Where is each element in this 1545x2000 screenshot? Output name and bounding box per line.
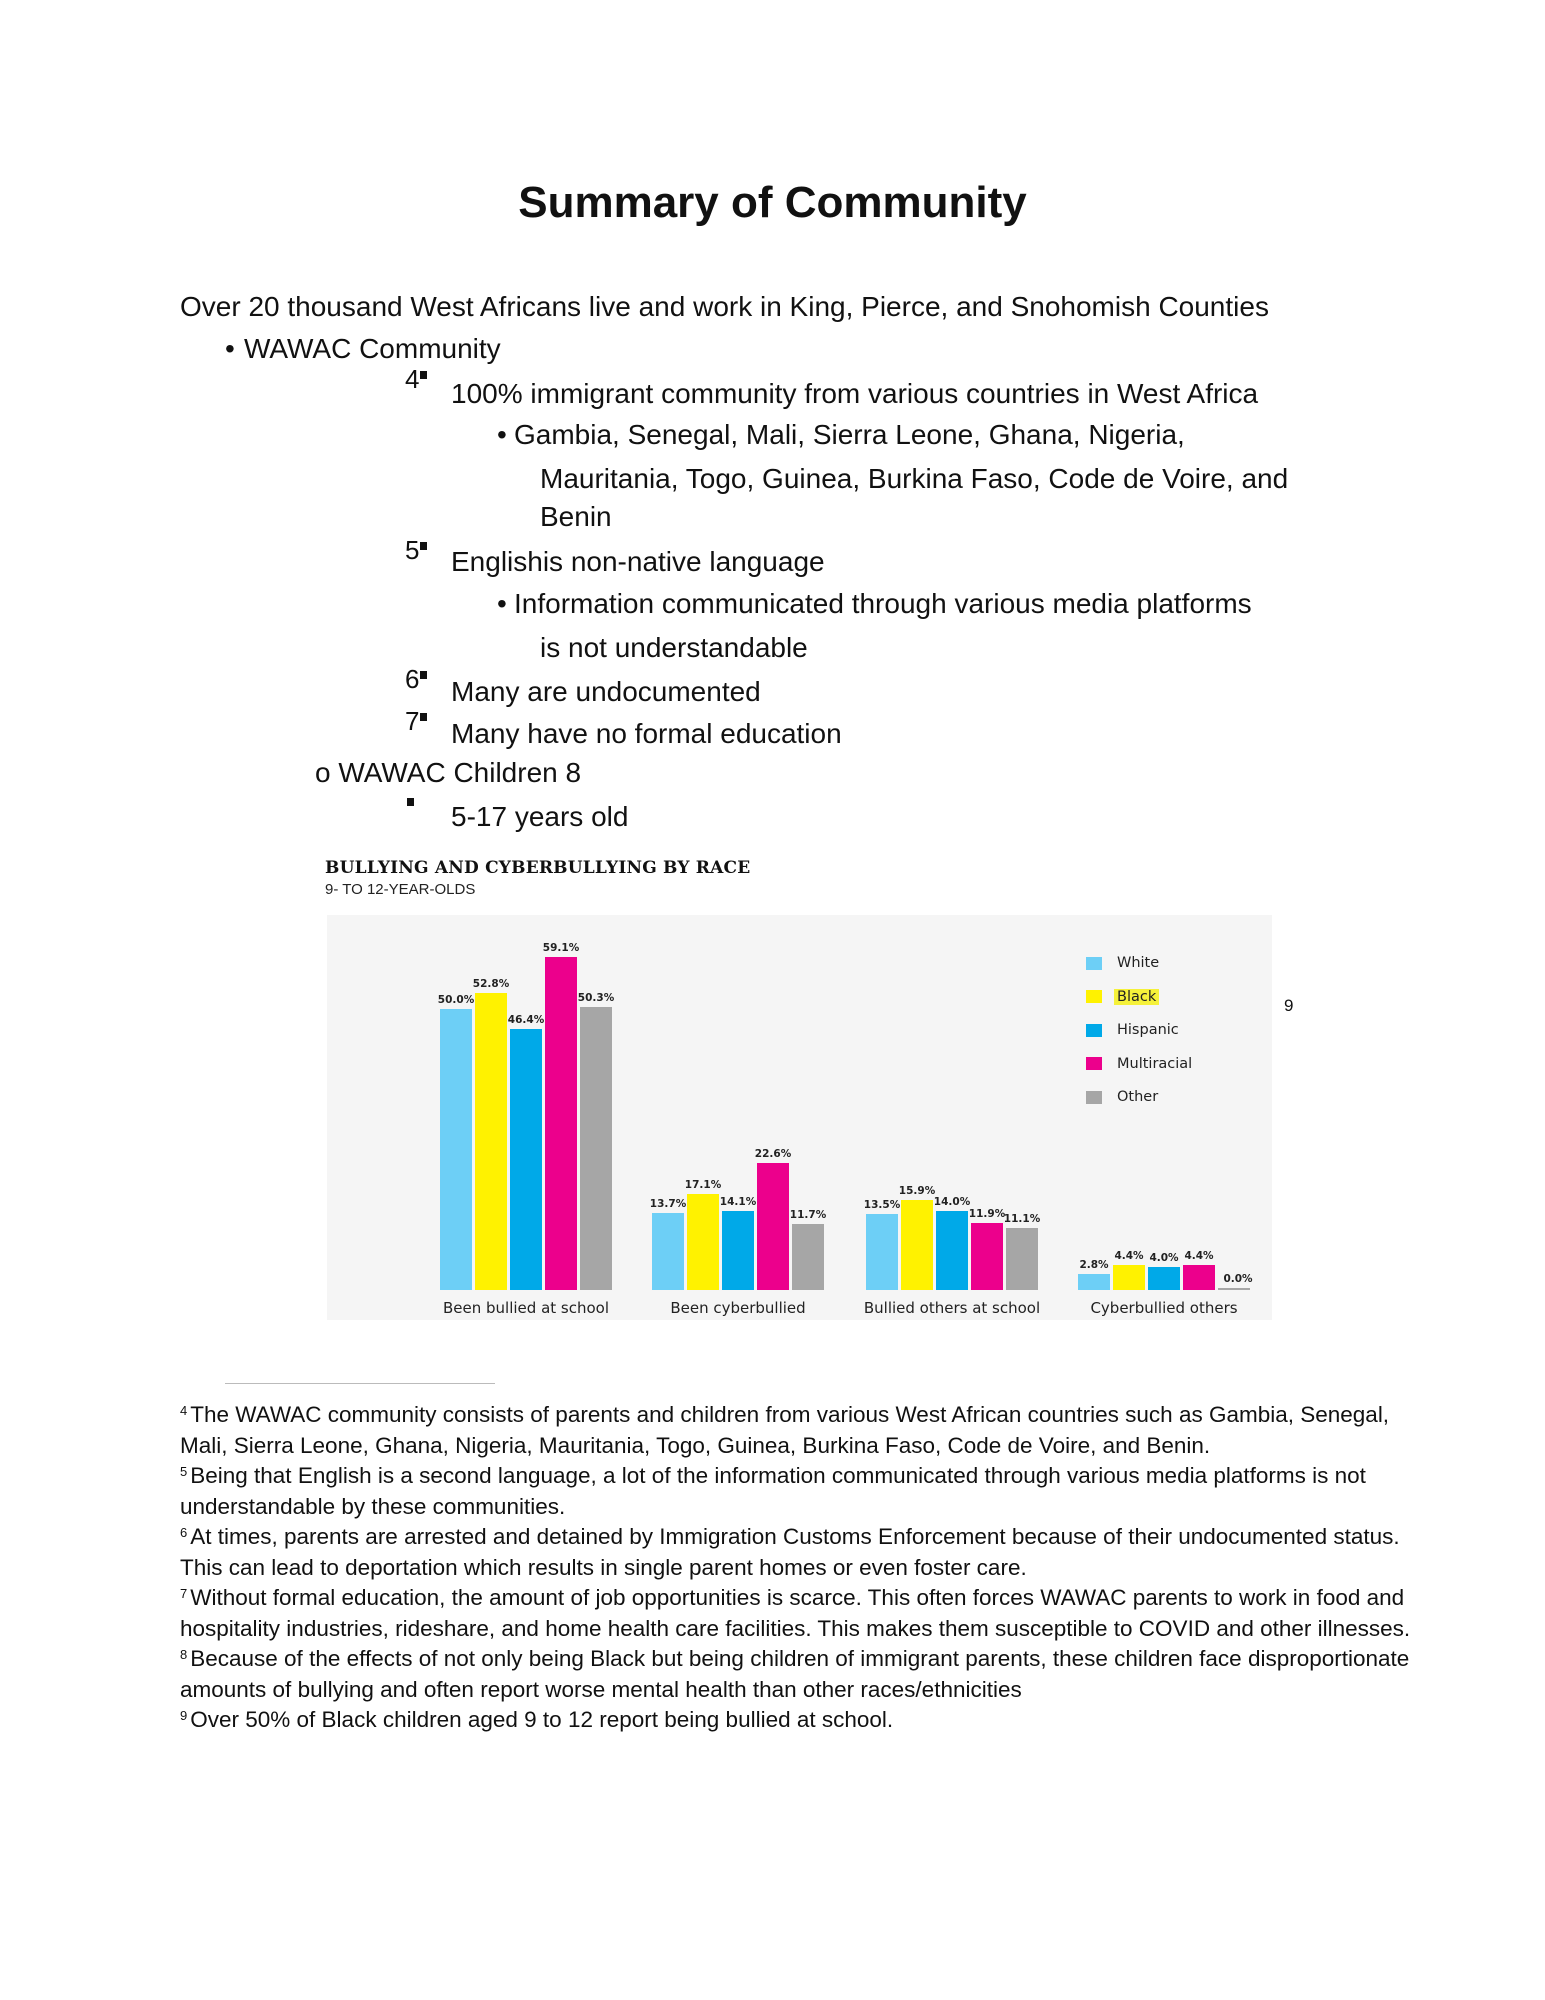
media-line-1: Information communicated through various media platforms [514,588,1252,619]
footnote-text: Being that English is a second language, a lot of the information communicated through various media platforms is not understandable by these communities. [180,1463,1366,1519]
legend-swatch-icon [1086,957,1102,970]
bar-hispanic [722,1211,754,1290]
list-item: Many have no formal education [451,718,842,749]
bar-black [687,1194,719,1290]
footnote-marker-5: 5 [405,535,427,565]
footnote-number: 8 [180,1647,188,1662]
countries-line-3: Benin [540,501,612,532]
bar-value-label: 17.1% [684,1178,722,1191]
footnote-4 [180,1400,1420,1461]
legend-swatch-icon [1086,1057,1102,1070]
bar-other [792,1224,824,1290]
bullet-icon: • [497,588,507,619]
bar-chart [327,915,1272,1320]
bar-value-label: 15.9% [898,1185,936,1198]
bar-value-label: 50.0% [437,993,475,1006]
square-bullet-icon [420,713,427,721]
countries-line-1: Gambia, Senegal, Mali, Sierra Leone, Ghana, Nigeria, [514,419,1185,450]
legend-swatch-icon [1086,1024,1102,1037]
list-item: Many are undocumented [451,676,761,707]
footnote-8 [180,1644,1420,1705]
square-bullet-icon [420,371,427,379]
square-bullet-icon [407,798,414,806]
countries-line-2: Mauritania, Togo, Guinea, Burkina Faso, Code de Voire, and [540,463,1289,494]
bar-white [440,1009,472,1291]
intro-text: Over 20 thousand West Africans live and work in King, Pierce, and Snohomish Counties [180,291,1269,322]
bar-multiracial [545,957,577,1290]
footnote-text: Over 50% of Black children aged 9 to 12 report being bullied at school. [190,1707,894,1732]
footnote-9 [180,1705,1420,1736]
bar-multiracial [757,1163,789,1290]
section-wawac-community: WAWAC Community [244,333,501,364]
footnote-number: 6 [180,1525,188,1540]
footnote-marker-4: 4 [405,364,427,394]
footnote-number: 4 [180,1403,188,1418]
bar-value-label: 11.1% [1003,1212,1041,1225]
legend-label: Multiracial [1117,1055,1193,1072]
bar-white [652,1213,684,1290]
chart-title: BULLYING AND CYBERBULLYING BY RACE [325,858,751,878]
footnote-7 [180,1583,1420,1644]
page-title: Summary of Community [518,178,1027,227]
bar-value-label: 13.7% [649,1197,687,1210]
chart-subtitle: 9- TO 12-YEAR-OLDS [325,881,476,898]
list-item: 5-17 years old [451,801,629,832]
footnote-text: At times, parents are arrested and detained by Immigration Customs Enforcement because of their undocumented status. This can lead to deportation which results in single parent homes or even foster care. [180,1524,1400,1580]
media-line-2: is not understandable [540,632,808,663]
category-label: Been bullied at school [442,1299,610,1317]
list-item: Englishis non-native language [451,546,825,577]
footnote-separator [225,1383,495,1384]
legend-item-white [1086,953,1162,973]
bar-value-label: 0.0% [1223,1273,1253,1285]
legend-swatch-icon [1086,990,1102,1003]
legend-label: Hispanic [1117,1022,1179,1038]
section-wawac-children: o WAWAC Children 8 [315,757,582,788]
bar-value-label: 52.8% [472,977,510,990]
bar-hispanic [1148,1267,1180,1290]
bar-value-label: 22.6% [754,1147,792,1160]
bar-value-label: 4.4% [1184,1250,1214,1263]
legend-label: Black [1114,989,1159,1005]
bar-hispanic [936,1211,968,1290]
category-label: Cyberbullied others [1090,1299,1238,1317]
footnote-5 [180,1461,1420,1522]
square-bullet-icon [420,542,427,550]
square-bullet-icon [420,671,427,679]
bar-value-label: 4.4% [1114,1250,1144,1263]
legend-label: Other [1117,1089,1159,1105]
legend-item-hispanic [1086,1020,1182,1040]
bar-value-label: 13.5% [863,1198,901,1211]
bar-black [475,993,507,1290]
footnote-text: The WAWAC community consists of parents and children from various West African countries such as Gambia, Senegal, Mali, Sierra Leone, Ghana, Nigeria, Mauritania, Togo, Guinea, Burkina Faso, Code de Voire, and Benin. [180,1402,1390,1458]
legend-item-multiracial [1086,1054,1195,1074]
bar-other [1006,1228,1038,1290]
footnote-marker-6: 6 [405,664,427,694]
bar-other [580,1007,612,1290]
list-item: 100% immigrant community from various countries in West Africa [451,378,1259,409]
legend-label: White [1117,955,1160,971]
bar-multiracial [1183,1265,1215,1290]
bar-value-label: 14.0% [933,1196,971,1209]
footnote-marker-7: 7 [405,706,427,736]
category-label: Bullied others at school [863,1299,1041,1317]
bar-other [1218,1288,1250,1290]
bar-value-label: 59.1% [542,942,580,955]
bar-white [866,1214,898,1290]
bar-value-label: 4.0% [1149,1252,1179,1265]
bar-value-label: 46.4% [507,1013,545,1026]
footnote-text: Because of the effects of not only being Black but being children of immigrant parents, these children face disproportionate amounts of bullying and often report worse mental health than other races/ethnicities [180,1646,1410,1702]
bullet-icon: • [497,419,507,450]
bar-value-label: 14.1% [719,1195,757,1208]
footnote-number: 5 [180,1464,188,1479]
bar-hispanic [510,1029,542,1290]
footnotes [180,1400,1420,1736]
footnote-number: 9 [180,1708,188,1723]
bar-value-label: 11.9% [968,1208,1006,1220]
bar-black [901,1200,933,1290]
footnote-number: 7 [180,1586,188,1601]
bar-multiracial [971,1223,1003,1290]
legend-swatch-icon [1086,1091,1102,1104]
bar-value-label: 11.7% [789,1209,827,1222]
bar-value-label: 2.8% [1079,1259,1109,1272]
bar-black [1113,1265,1145,1290]
bar-white [1078,1274,1110,1290]
footnote-text: Without formal education, the amount of job opportunities is scarce. This often forces WAWAC parents to work in food and hospitality industries, rideshare, and home health care facilities. This makes them susceptible to COVID and other illnesses. [180,1585,1411,1641]
page-reference-9: 9 [1284,996,1294,1015]
footnote-6 [180,1522,1420,1583]
bullet-icon: • [225,333,235,364]
bar-value-label: 50.3% [577,991,615,1004]
legend-item-other [1086,1087,1161,1107]
legend-item-black [1086,987,1159,1007]
category-label: Been cyberbullied [670,1299,806,1317]
